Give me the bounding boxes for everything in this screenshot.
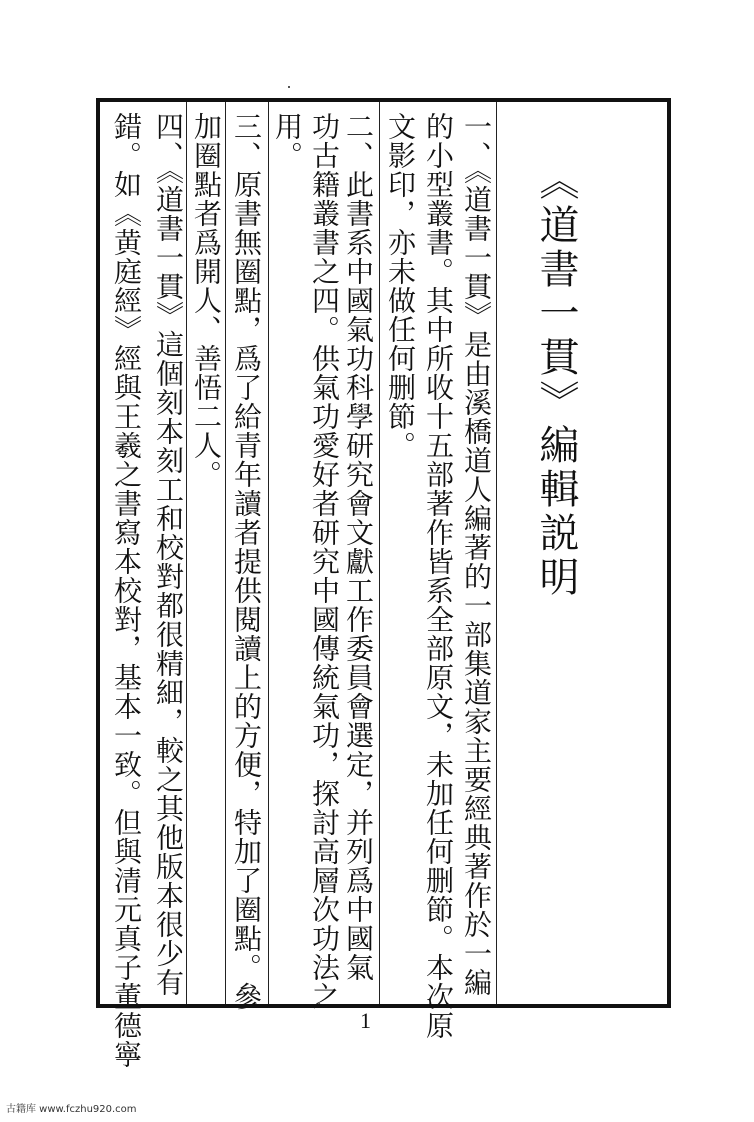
text-column-8: 加圈點者爲開人、善悟二人。 [190,112,223,489]
text-column-4: 二、此書系中國氣功科學研究會文獻工作委員會選定，并列爲中國氣 [342,112,375,982]
text-column-2: 的小型叢書。其中所收十五部著作皆系全部原文，未加任何删節。本次原 [422,112,455,1040]
stray-dot [288,86,290,88]
document-title: 《道書一貫》編輯説明 [533,160,579,600]
column-rule [379,102,380,1004]
text-column-3: 文影印，亦未做任何删節。 [384,112,417,460]
text-column-10: 錯。如《黄庭經》經與王羲之書寫本校對，基本一致。但與清元真子董德寧 [110,112,143,1069]
watermark-footer: 古籍库 www.fczhu920.com [6,1104,137,1115]
text-column-7: 三、原書無圈點，爲了給青年讀者提供閱讀上的方便，特加了圈點。參 [230,112,263,1011]
column-rule [186,102,187,1004]
column-rule [225,102,226,1004]
text-column-1: 一、《道書一貫》是由溪橋道人編著的一部集道家主要經典著作於一編 [460,112,493,997]
column-rule [496,102,497,1004]
text-column-9: 四、《道書一貫》這個刻本刻工和校對都很精細，較之其他版本很少有 [152,112,185,997]
page-number: 1 [360,1008,371,1033]
text-column-5: 功古籍叢書之四。供氣功愛好者研究中國傳統氣功，探討高層次功法之 [308,112,341,1011]
text-column-6: 用。 [271,112,304,170]
column-rule [268,102,269,1004]
